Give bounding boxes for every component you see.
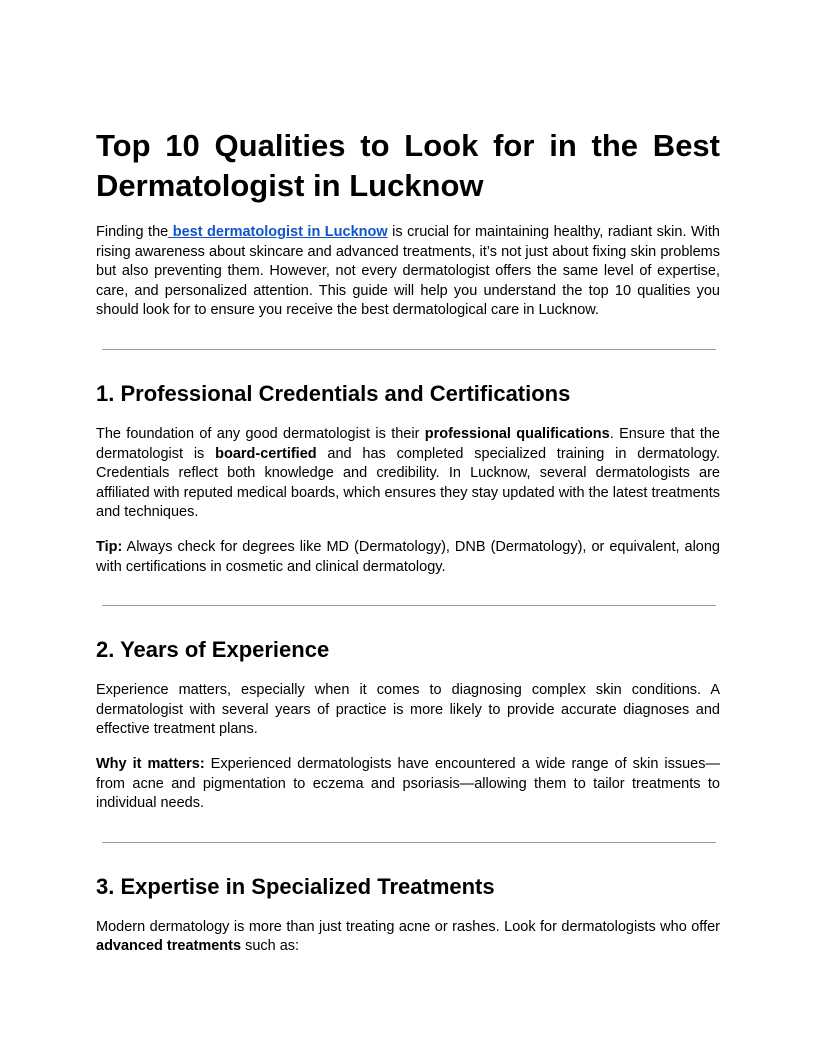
tip-label: Tip:: [96, 538, 123, 555]
intro-paragraph: [96, 223, 720, 321]
section-2-why: [96, 755, 720, 814]
why-text: Experienced dermatologists have encountered a wide range of skin issues—from acne and pigmentation to eczema and psoriasis—allowing them to tailor treatments to individual needs.: [96, 755, 720, 812]
section-divider: [102, 605, 716, 606]
page-title: [96, 126, 720, 206]
section-3-bold-advanced-treatments: advanced treatments: [96, 938, 242, 955]
section-1-text-e: and has completed specialized training in dermatology. Credentials reflect both knowledge and credibility. In Lucknow, several dermatologists are affiliated with reputed medical boards, which ensures they stay updated with the latest treatments and techniques.: [96, 445, 720, 521]
section-1-text-a: The foundation of any good dermatologist is their: [96, 425, 425, 442]
section-1-text-c: . Ensure that the dermatologist is: [96, 425, 720, 462]
intro-text-after: is crucial for maintaining healthy, radiant skin. With rising awareness about skincare and advanced treatments, it’s not just about fixing skin problems but also preventing them. However, not every dermatologist offers the same level of expertise, care, and personalized attention. This guide will help you understand the top 10 qualities you should look for to ensure you receive the best dermatological care in Lucknow.: [96, 224, 720, 319]
section-1-paragraph: [96, 425, 720, 523]
document-page: [96, 126, 720, 957]
section-3-heading: 3. Expertise in Specialized Treatments: [96, 873, 495, 899]
section-divider: [102, 842, 716, 843]
section-1-heading: 1. Professional Credentials and Certifications: [96, 380, 571, 406]
intro-text-before: Finding the: [96, 224, 169, 240]
page-title-line-2: Dermatologist in Lucknow: [96, 168, 484, 203]
section-divider: [102, 349, 716, 350]
section-1-tip: [96, 538, 720, 577]
section-3-text-a: Modern dermatology is more than just treating acne or rashes. Look for dermatologists who offer: [96, 918, 720, 935]
section-1-bold-board-certified: board-certified: [215, 445, 317, 462]
section-2-heading: 2. Years of Experience: [96, 637, 330, 663]
section-1-bold-qualifications: professional qualifications: [424, 425, 610, 442]
tip-text: Always check for degrees like MD (Dermatology), DNB (Dermatology), or equivalent, along with certifications in cosmetic and clinical dermatology.: [96, 538, 720, 575]
section-3-paragraph: [96, 918, 720, 957]
section-3-text-c: such as:: [241, 938, 300, 955]
page-title-line-1: Top 10 Qualities to Look for in the Best: [96, 128, 720, 163]
section-2-paragraph: [96, 681, 720, 740]
best-dermatologist-link[interactable]: best dermatologist in Lucknow: [168, 224, 388, 240]
section-2-text: Experience matters, especially when it comes to diagnosing complex skin conditions. A dermatologist with several years of practice is more likely to provide accurate diagnoses and effective treatment plans.: [96, 682, 720, 738]
why-label: Why it matters:: [96, 755, 205, 772]
